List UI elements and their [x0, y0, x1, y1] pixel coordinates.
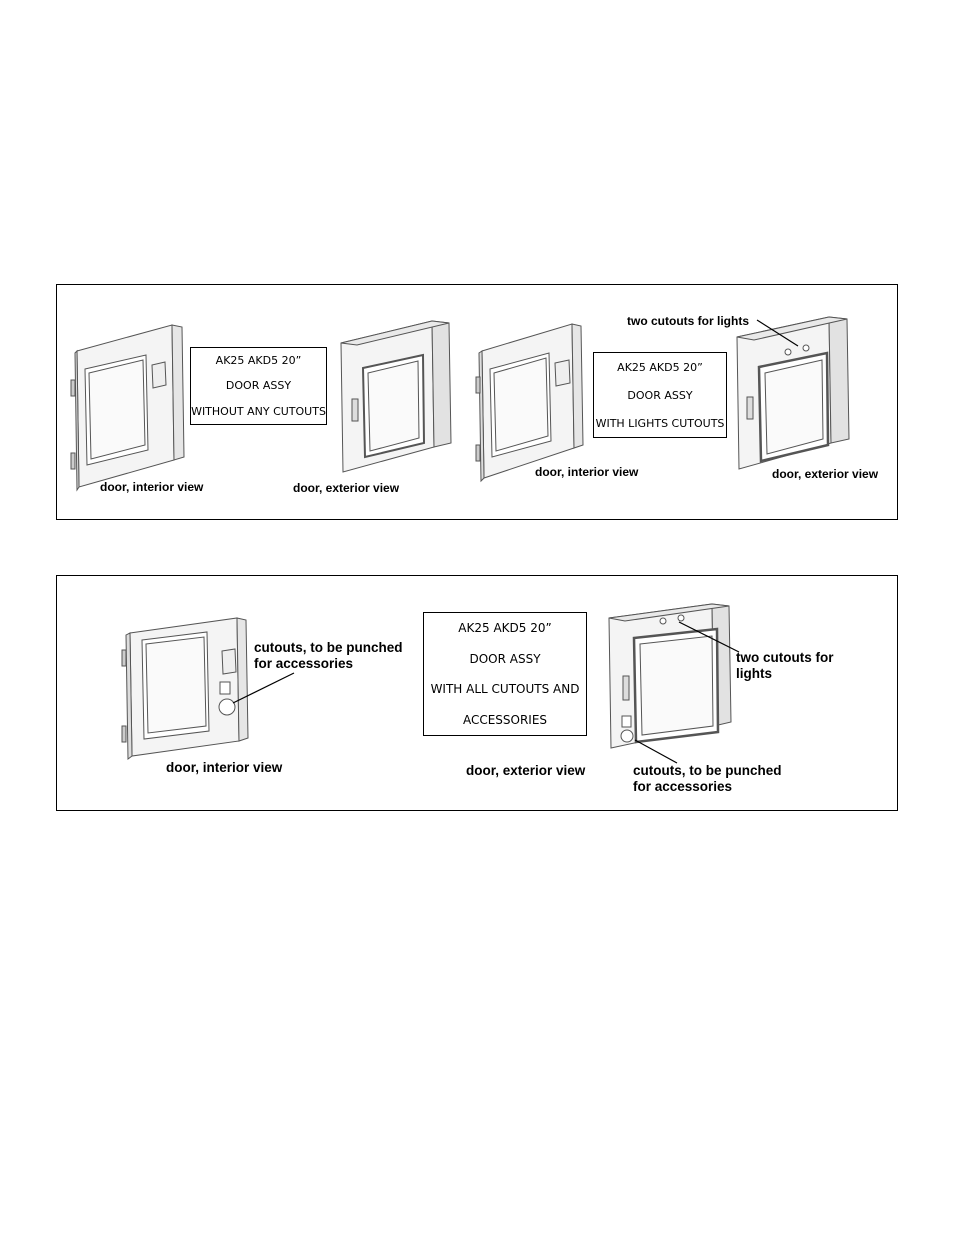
callout-leader-exterior-cutouts	[635, 740, 677, 763]
assembly-line: WITH ALL CUTOUTS AND	[430, 682, 580, 697]
label-interior-view-2: door, interior view	[535, 465, 639, 479]
assembly-line: AK25 AKD5 20”	[215, 354, 302, 368]
figure-panel-basic-and-lights	[56, 284, 898, 520]
callout-line: for accessories	[633, 779, 733, 794]
door-exterior-drawing-2	[737, 317, 849, 469]
figure-panel-all-cutouts	[56, 575, 898, 811]
assembly-title-box-all	[423, 612, 587, 736]
door-interior-drawing-1	[71, 325, 184, 490]
label-exterior-view-2: door, exterior view	[772, 467, 879, 481]
callout-two-cutouts-lights: two cutouts for lights	[627, 314, 749, 328]
assembly-line: WITHOUT ANY CUTOUTS	[191, 404, 326, 418]
label-exterior-view-3: door, exterior view	[466, 763, 586, 778]
light-cutout-2	[803, 345, 809, 351]
assembly-line: DOOR ASSY	[627, 388, 693, 402]
callout-exterior-cutouts	[633, 763, 782, 795]
assembly-title-box-lights	[593, 352, 727, 438]
assembly-line: DOOR ASSY	[469, 651, 541, 666]
door-interior-drawing-2	[476, 324, 583, 481]
callout-interior-cutouts	[254, 640, 403, 672]
label-interior-view-3: door, interior view	[166, 760, 283, 775]
callout-line: for accessories	[254, 656, 354, 671]
callout-line: cutouts, to be punched	[254, 640, 403, 655]
label-exterior-view-1: door, exterior view	[293, 481, 400, 495]
door-exterior-drawing-3	[609, 604, 731, 748]
assembly-line: DOOR ASSY	[225, 379, 292, 393]
door-exterior-drawing-1	[341, 321, 451, 472]
callout-line: lights	[736, 666, 772, 681]
assembly-line: AK25 AKD5 20”	[617, 360, 703, 374]
assembly-line: ACCESSORIES	[462, 712, 548, 727]
callout-line: cutouts, to be punched	[633, 763, 782, 778]
light-cutout-4	[678, 615, 684, 621]
assembly-title-box-basic	[190, 347, 327, 425]
light-cutout-1	[785, 349, 791, 355]
assembly-line: WITH LIGHTS CUTOUTS	[595, 416, 725, 430]
door-interior-drawing-3	[122, 618, 248, 759]
light-cutout-3	[660, 618, 666, 624]
callout-line: two cutouts for	[736, 650, 834, 665]
assembly-line: AK25 AKD5 20”	[458, 621, 552, 636]
label-interior-view-1: door, interior view	[100, 480, 204, 494]
callout-two-cutouts-lights-2	[736, 650, 834, 682]
